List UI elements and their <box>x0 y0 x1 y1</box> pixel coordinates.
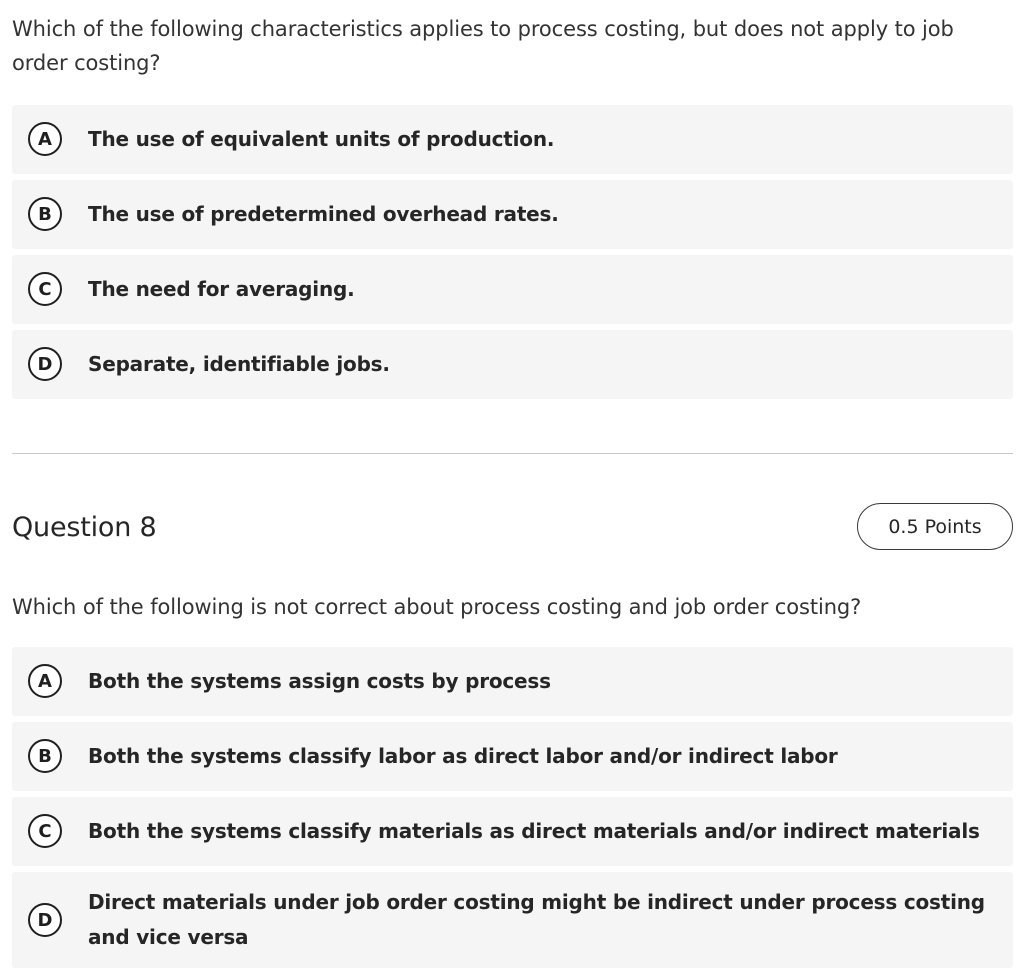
option-letter-badge: C <box>28 272 62 306</box>
option-letter-badge: A <box>28 122 62 156</box>
option-letter-badge: A <box>28 664 62 698</box>
question-divider <box>12 453 1013 454</box>
option-letter-badge: B <box>28 197 62 231</box>
question-7-option-c[interactable] <box>12 255 1013 324</box>
option-letter-badge: D <box>28 903 62 937</box>
option-label: Both the systems classify materials as direct materials and/or indirect materials <box>88 819 980 843</box>
option-label: The use of predetermined overhead rates. <box>88 202 559 226</box>
question-7-option-d[interactable] <box>12 330 1013 399</box>
question-8-title: Question 8 <box>12 512 157 543</box>
option-letter-badge: B <box>28 739 62 773</box>
question-8-option-c[interactable] <box>12 797 1013 866</box>
option-label: Both the systems classify labor as direct labor and/or indirect labor <box>88 744 838 768</box>
option-label: The use of equivalent units of production. <box>88 127 555 151</box>
question-7-text: Which of the following characteristics applies to process costing, but does not apply to job order costing? <box>12 17 954 75</box>
option-label: The need for averaging. <box>88 277 355 301</box>
question-8-option-d[interactable] <box>12 872 1013 968</box>
question-8-option-a[interactable] <box>12 647 1013 716</box>
question-7-option-a[interactable] <box>12 105 1013 174</box>
option-letter-badge: C <box>28 814 62 848</box>
question-8-option-b[interactable] <box>12 722 1013 791</box>
points-badge: 0.5 Points <box>857 503 1013 550</box>
question-7-option-b[interactable] <box>12 180 1013 249</box>
option-label: Separate, identifiable jobs. <box>88 352 390 376</box>
question-8-text: Which of the following is not correct about process costing and job order costing? <box>12 595 862 619</box>
option-label: Direct materials under job order costing might be indirect under process costing and vice versa <box>88 890 985 949</box>
option-label: Both the systems assign costs by process <box>88 669 551 693</box>
option-letter-badge: D <box>28 347 62 381</box>
